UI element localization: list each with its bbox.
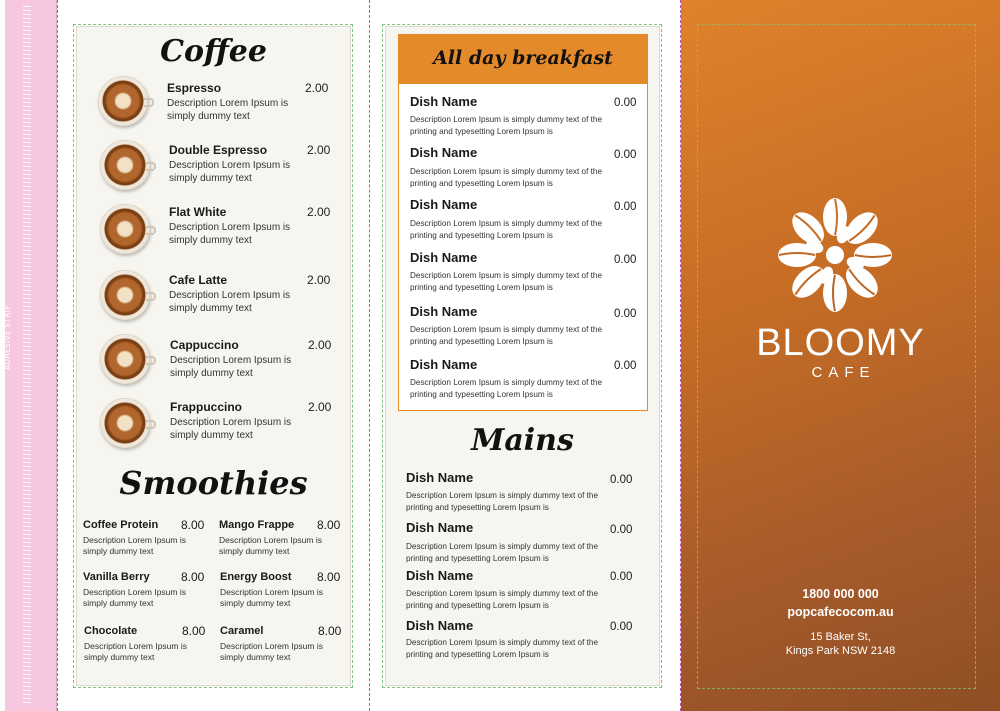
breakfast-dish-desc: Description Lorem Ipsum is simply dummy text of the printing and typesetting Lorem Ipsum is (410, 115, 603, 136)
mains-dish-desc: Description Lorem Ipsum is simply dummy text of the printing and typesetting Lorem Ipsum is (406, 589, 599, 610)
breakfast-dish-desc: Description Lorem Ipsum is simply dummy text of the printing and typesetting Lorem Ipsum is (410, 167, 603, 188)
smoothie-item-price: 8.00 (318, 624, 342, 638)
smoothies-section-title: Smoothies (119, 464, 308, 502)
coffee-item-name: Cafe Latte (169, 273, 228, 287)
mains-dish-name: Dish Name (406, 618, 474, 633)
smoothie-item-name: Energy Boost (220, 571, 292, 583)
coffee-item-desc: Description Lorem Ipsum is simply dummy text (169, 222, 291, 246)
espresso-cup-icon (98, 76, 148, 126)
coffee-item-name: Double Espresso (169, 143, 268, 157)
coffee-item-price: 2.00 (307, 143, 331, 157)
breakfast-dish-name: Dish Name (410, 304, 478, 319)
adhesive-strip (5, 0, 57, 711)
mains-dish-name: Dish Name (406, 568, 474, 583)
fold-line-1 (57, 0, 58, 711)
mains-dish-desc: Description Lorem Ipsum is simply dummy text of the printing and typesetting Lorem Ipsum is (406, 542, 599, 563)
coffee-item-name: Flat White (169, 205, 227, 219)
smoothie-item-desc: Description Lorem Ipsum is simply dummy text (83, 587, 186, 608)
cafe-latte-cup-icon (100, 270, 150, 320)
coffee-item-price: 2.00 (308, 400, 332, 414)
coffee-section-title: Coffee (160, 34, 267, 69)
frappuccino-cup-icon (100, 398, 150, 448)
mains-dish-name: Dish Name (406, 520, 474, 535)
smoothie-item-desc: Description Lorem Ipsum is simply dummy text (220, 641, 323, 662)
smoothie-item-desc: Description Lorem Ipsum is simply dummy text (84, 641, 187, 662)
coffee-item-price: 2.00 (305, 81, 329, 95)
coffee-item-desc: Description Lorem Ipsum is simply dummy text (170, 417, 292, 441)
mains-dish-price: 0.00 (610, 621, 633, 633)
mains-dish-price: 0.00 (610, 474, 633, 486)
breakfast-dish-price: 0.00 (614, 254, 637, 266)
smoothie-item-name: Coffee Protein (83, 519, 159, 531)
smoothie-item-name: Vanilla Berry (83, 571, 150, 583)
coffee-item-name: Cappuccino (170, 338, 239, 352)
smoothie-item-desc: Description Lorem Ipsum is simply dummy text (220, 587, 323, 608)
double-espresso-cup-icon (100, 140, 150, 190)
breakfast-dish-name: Dish Name (410, 145, 478, 160)
coffee-item-desc: Description Lorem Ipsum is simply dummy text (170, 355, 292, 379)
smoothie-item-price: 8.00 (181, 570, 205, 584)
coffee-item-desc: Description Lorem Ipsum is simply dummy text (169, 290, 291, 314)
brand-subtitle: CAFE (811, 364, 876, 381)
fold-line-2 (369, 0, 370, 711)
smoothie-item-name: Mango Frappe (219, 519, 295, 531)
breakfast-dish-desc: Description Lorem Ipsum is simply dummy text of the printing and typesetting Lorem Ipsum is (410, 219, 603, 240)
adhesive-strip-label: ADHESIVE STRIP (3, 305, 12, 370)
address-line-1: 15 Baker St, (810, 631, 871, 643)
breakfast-dish-name: Dish Name (410, 94, 478, 109)
mains-dish-price: 0.00 (610, 571, 633, 583)
smoothie-item-name: Caramel (220, 625, 264, 637)
brand-name: BLOOMY (756, 322, 925, 364)
breakfast-dish-desc: Description Lorem Ipsum is simply dummy text of the printing and typesetting Lorem Ipsum is (410, 271, 603, 292)
breakfast-dish-name: Dish Name (410, 357, 478, 372)
address-line-2: Kings Park NSW 2148 (785, 645, 896, 657)
smoothie-item-price: 8.00 (317, 518, 341, 532)
breakfast-dish-price: 0.00 (614, 149, 637, 161)
coffee-item-desc: Description Lorem Ipsum is simply dummy text (167, 98, 289, 122)
coffee-item-desc: Description Lorem Ipsum is simply dummy text (169, 160, 291, 184)
cappuccino-cup-icon (100, 334, 150, 384)
breakfast-dish-name: Dish Name (410, 250, 478, 265)
website: popcafecocom.au (787, 605, 894, 619)
breakfast-dish-price: 0.00 (614, 97, 637, 109)
smoothie-item-desc: Description Lorem Ipsum is simply dummy text (83, 535, 186, 556)
breakfast-dish-price: 0.00 (614, 308, 637, 320)
coffee-item-price: 2.00 (307, 205, 331, 219)
smoothie-item-desc: Description Lorem Ipsum is simply dummy text (219, 535, 322, 556)
breakfast-section-title: All day breakfast (433, 47, 613, 69)
smoothie-item-price: 8.00 (317, 570, 341, 584)
coffee-bean-flower-icon (776, 196, 894, 314)
breakfast-dish-price: 0.00 (614, 360, 637, 372)
mains-dish-desc: Description Lorem Ipsum is simply dummy text of the printing and typesetting Lorem Ipsum is (406, 638, 599, 659)
smoothie-item-price: 8.00 (182, 624, 206, 638)
smoothie-item-name: Chocolate (84, 625, 138, 637)
mains-dish-price: 0.00 (610, 524, 633, 536)
mains-dish-name: Dish Name (406, 470, 474, 485)
breakfast-dish-price: 0.00 (614, 201, 637, 213)
coffee-item-name: Espresso (167, 81, 222, 95)
phone-number: 1800 000 000 (802, 587, 879, 601)
mains-dish-desc: Description Lorem Ipsum is simply dummy text of the printing and typesetting Lorem Ipsum is (406, 491, 599, 512)
coffee-item-price: 2.00 (307, 273, 331, 287)
breakfast-dish-desc: Description Lorem Ipsum is simply dummy text of the printing and typesetting Lorem Ipsum is (410, 325, 603, 346)
coffee-item-price: 2.00 (308, 338, 332, 352)
coffee-item-name: Frappuccino (170, 400, 243, 414)
flat-white-cup-icon (100, 204, 150, 254)
strip-dash-pattern (23, 6, 31, 706)
mains-section-title: Mains (471, 423, 574, 458)
smoothie-item-price: 8.00 (181, 518, 205, 532)
breakfast-dish-name: Dish Name (410, 197, 478, 212)
address (681, 630, 1000, 658)
breakfast-dish-desc: Description Lorem Ipsum is simply dummy text of the printing and typesetting Lorem Ipsum is (410, 378, 603, 399)
